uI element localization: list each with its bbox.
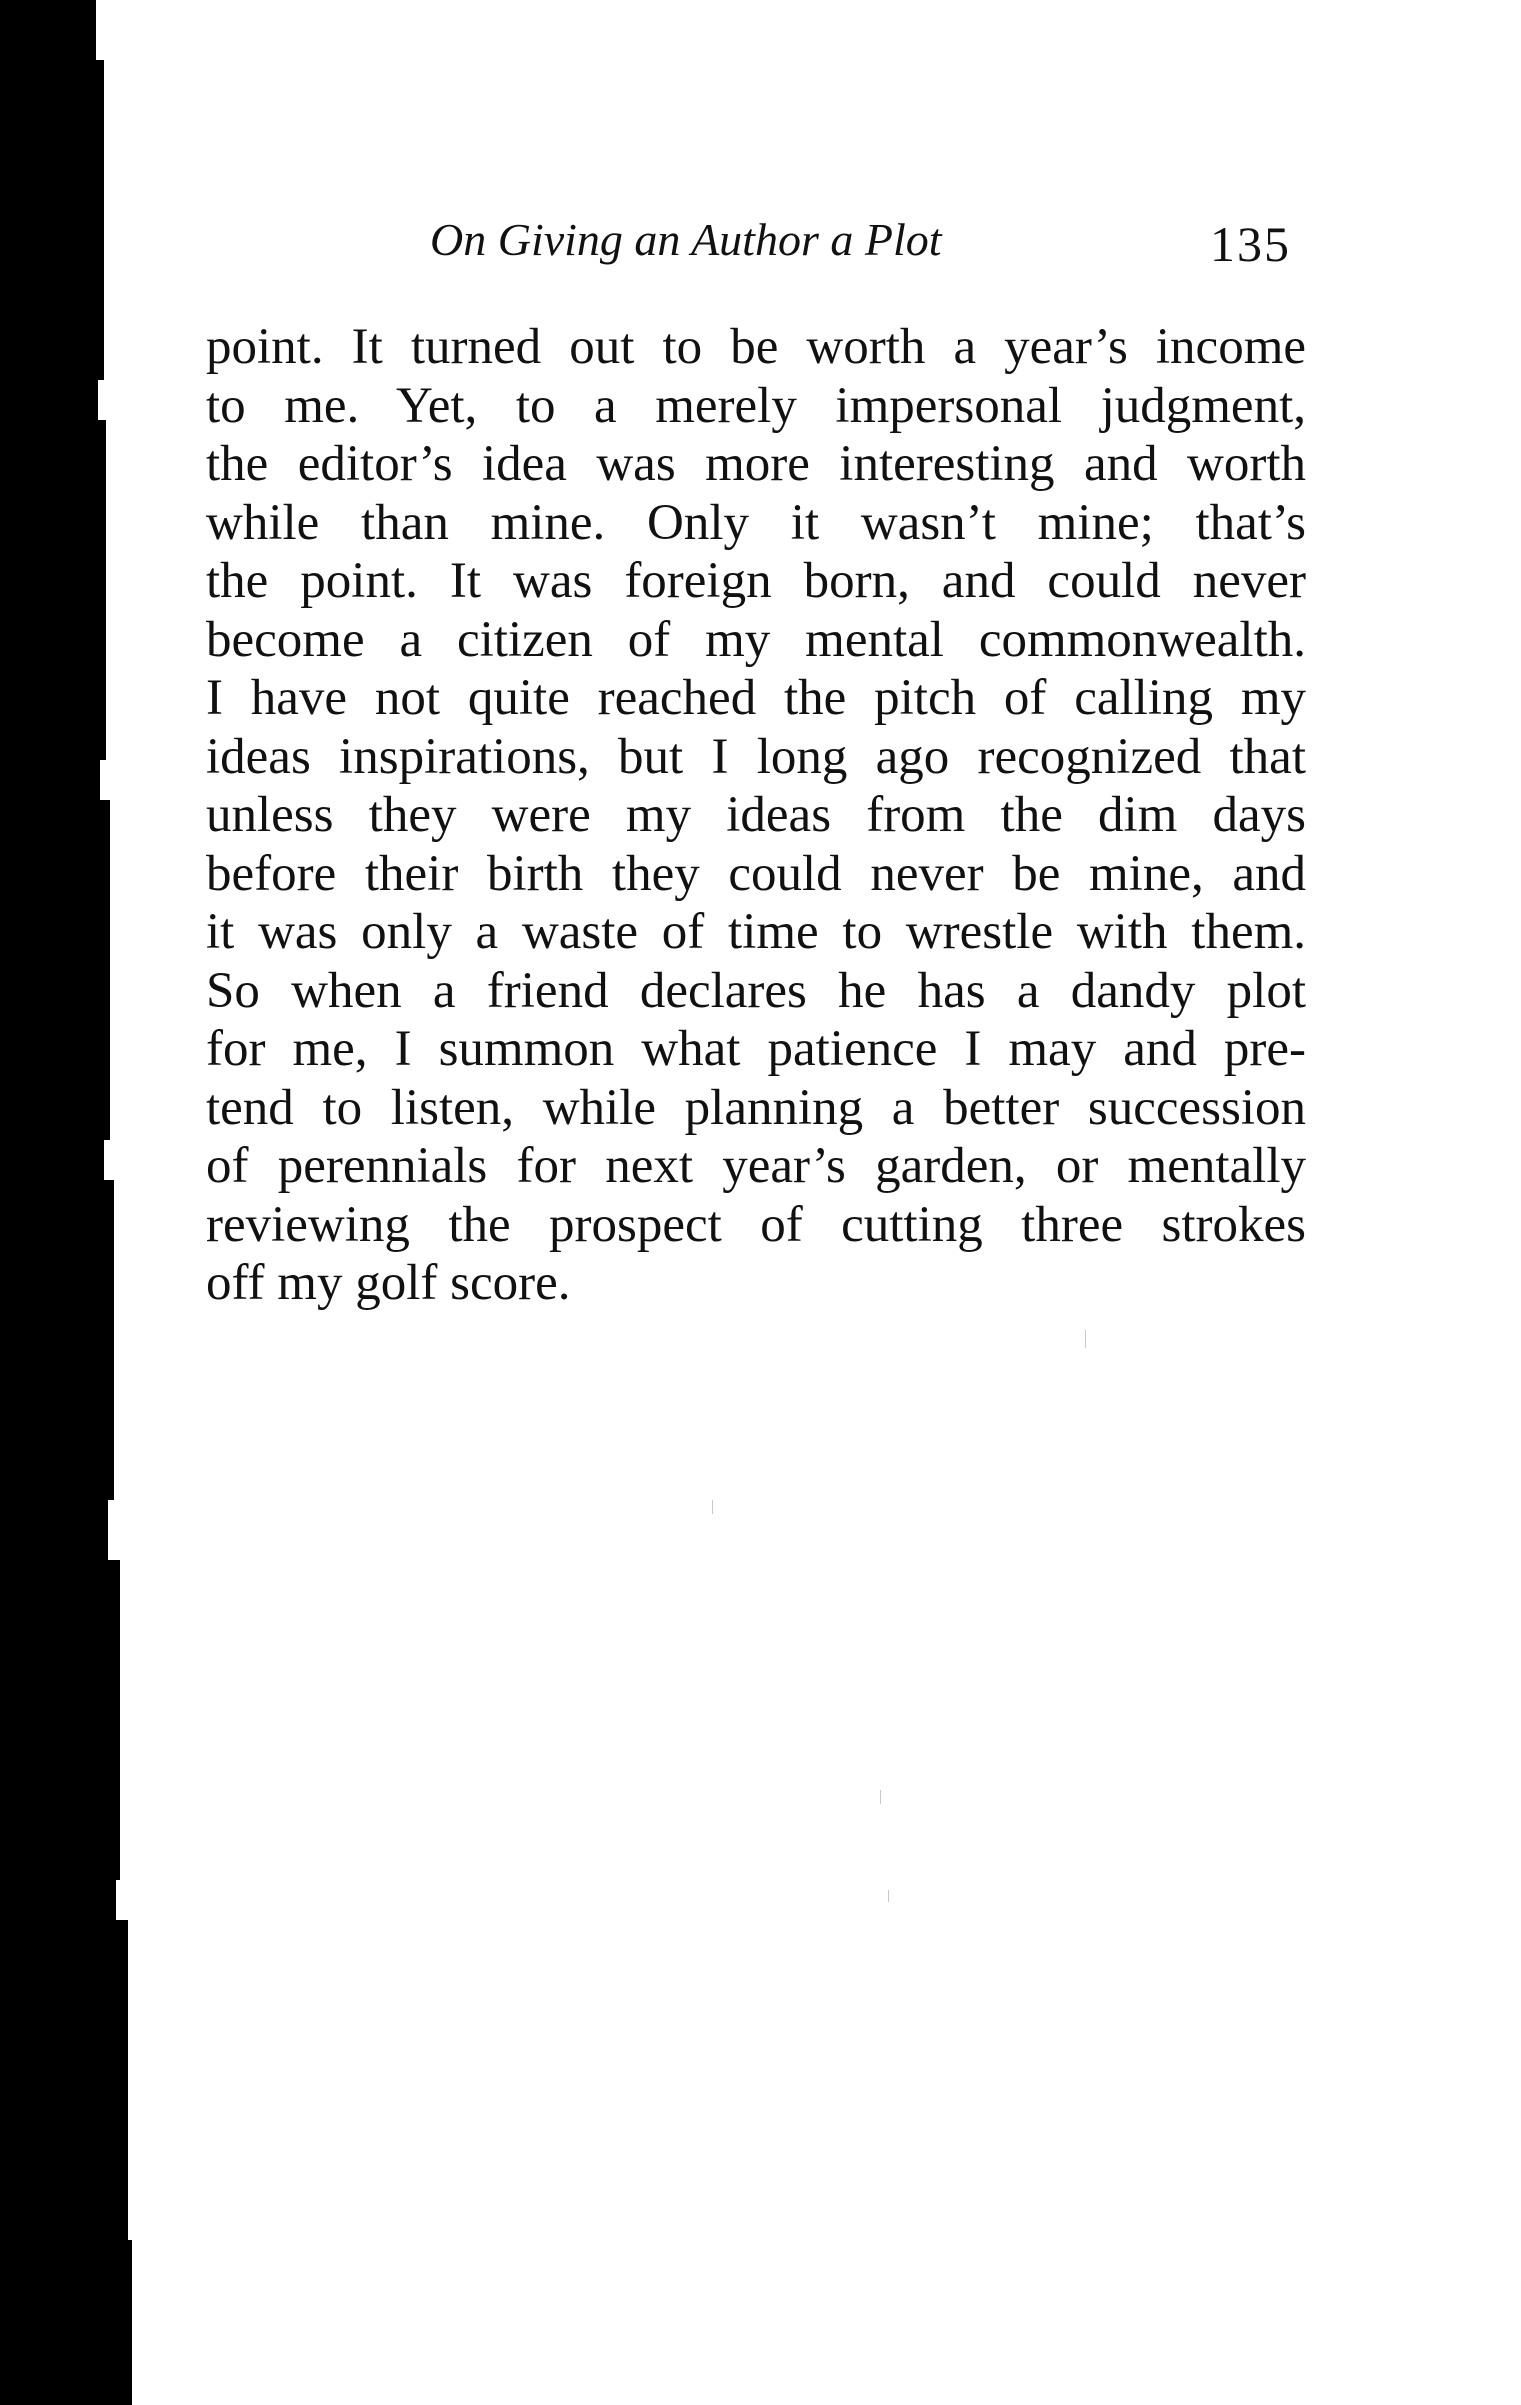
scan-speck — [712, 1500, 713, 1514]
text-line: I have not quite reached the pitch of calling my — [206, 670, 1306, 726]
text-line: ideas inspirations, but I long ago recognized that — [206, 728, 1306, 785]
scan-speck — [888, 1890, 889, 1902]
running-title: On Giving an Author a Plot — [430, 214, 942, 265]
text-line: to me. Yet, to a merely impersonal judgment, — [206, 377, 1306, 434]
page-number: 135 — [1210, 216, 1291, 272]
text-line: the editor’s idea was more interesting and worth — [206, 436, 1306, 492]
text-line: while than mine. Only it wasn’t mine; that’s — [206, 494, 1306, 551]
text-line-last: off my golf score. — [206, 1255, 571, 1311]
text-line: before their birth they could never be mine, and — [206, 845, 1306, 902]
text-line: point. It turned out to be worth a year’s income — [206, 319, 1306, 375]
text-line: become a citizen of my mental commonwealth. — [206, 611, 1306, 668]
binding-edge-shadow — [0, 0, 160, 2405]
scan-speck — [880, 1790, 881, 1804]
text-line: the point. It was foreign born, and could never — [206, 553, 1306, 609]
text-line: for me, I summon what patience I may and pre- — [206, 1021, 1306, 1077]
text-line: of perennials for next year’s garden, or mentally — [206, 1138, 1306, 1194]
text-line: So when a friend declares he has a dandy plot — [206, 962, 1306, 1019]
running-head — [430, 205, 1310, 275]
text-line: it was only a waste of time to wrestle with them. — [206, 904, 1306, 960]
text-line: tend to listen, while planning a better succession — [206, 1079, 1306, 1136]
body-text — [206, 318, 1306, 1313]
scan-speck — [1085, 1330, 1086, 1348]
text-line: reviewing the prospect of cutting three strokes — [206, 1196, 1306, 1253]
text-line: unless they were my ideas from the dim days — [206, 787, 1306, 843]
